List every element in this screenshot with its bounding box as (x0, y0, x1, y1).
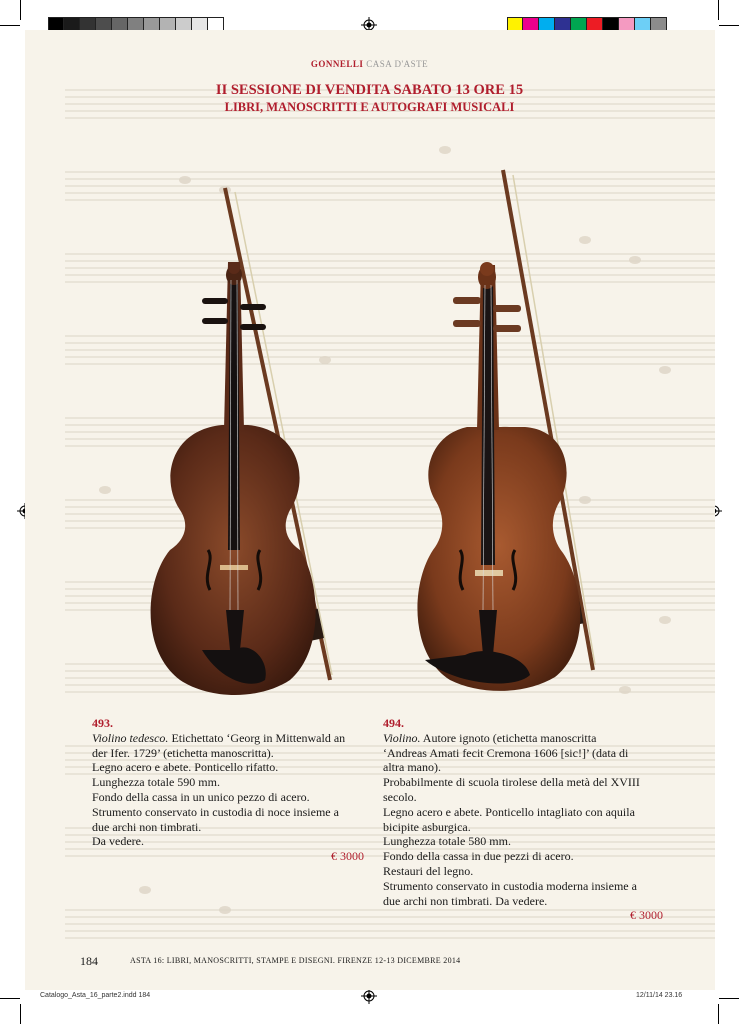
lot-text: altra mano). (383, 760, 441, 775)
lot-number: 493. (92, 716, 113, 730)
lot-text: secolo. (383, 789, 417, 804)
lot-description-line (383, 731, 663, 746)
lot-493 (92, 716, 364, 864)
lot-text: Legno acero e abete. Ponticello intagliato con aquila (383, 804, 635, 819)
lot-description-line (92, 790, 364, 805)
violin-image-493 (140, 180, 340, 700)
session-subtitle: LIBRI, MANOSCRITTI E AUTOGRAFI MUSICALI (224, 100, 515, 114)
lot-description-line (92, 746, 364, 761)
lot-description-line (92, 820, 364, 835)
lot-text: due archi non timbrati. (92, 819, 202, 834)
crop-mark (0, 998, 20, 999)
session-title: II SESSIONE DI VENDITA SABATO 13 ORE 15 (215, 82, 524, 98)
brand-suffix: CASA D'ASTE (366, 59, 429, 69)
lot-text: ‘Andreas Amati fecit Cremona 1606 [sic!]’ (data di (383, 745, 629, 760)
brand-name: GONNELLI (310, 59, 364, 69)
lot-text: due archi non timbrati. Da vedere. (383, 893, 548, 908)
lot-text: der Ifer. 1729’ (etichetta manoscritta). (92, 745, 274, 760)
lot-description-line (383, 849, 663, 864)
crop-mark (719, 25, 739, 26)
lot-description-line (383, 864, 663, 879)
lot-text: Autore ignoto (etichetta manoscritta (420, 730, 597, 745)
lot-description-line (383, 775, 663, 790)
lot-title: Violino. (383, 730, 421, 745)
running-title: ASTA 16: LIBRI, MANOSCRITTI, STAMPE E DISEGNI. FIRENZE 12-13 DICEMBRE 2014 (130, 956, 461, 965)
lot-description-line (383, 760, 663, 775)
lot-price: € 3000 (630, 908, 663, 923)
lot-description-line (92, 731, 364, 746)
lot-description-line (383, 746, 663, 761)
lot-description-line (92, 775, 364, 790)
lot-text: Etichettato ‘Georg in Mittenwald an (168, 730, 346, 745)
lot-description-line (383, 820, 663, 835)
crop-mark (20, 0, 21, 20)
lot-price: € 3000 (331, 849, 364, 864)
crop-mark (718, 0, 719, 20)
lot-description-line (383, 834, 663, 849)
lot-text: Da vedere. (92, 834, 144, 849)
crop-mark (20, 1004, 21, 1024)
slug-date: 12/11/14 23.16 (636, 992, 683, 999)
registration-mark-icon (361, 988, 377, 1004)
lot-text: Restauri del legno. (383, 863, 474, 878)
lot-title: Violino tedesco. (92, 730, 169, 745)
lot-text: Fondo della cassa in due pezzi di acero. (383, 849, 574, 864)
lot-text: Strumento conservato in custodia di noce insieme a (92, 804, 339, 819)
lot-494 (383, 716, 663, 923)
lot-text: Strumento conservato in custodia moderna insieme a (383, 878, 637, 893)
lot-description-line (383, 805, 663, 820)
lot-text: Fondo della cassa in un unico pezzo di acero. (92, 789, 310, 804)
lot-text: bicipite asburgica. (383, 819, 471, 834)
crop-mark (719, 998, 739, 999)
lot-text: Probabilmente di scuola tirolese della metà del XVIII (383, 775, 640, 790)
lot-description-line (383, 879, 663, 894)
lot-description-line (383, 894, 663, 909)
lot-text: Lunghezza totale 590 mm. (92, 775, 220, 790)
lot-description-line (383, 790, 663, 805)
catalogue-brand (0, 59, 739, 69)
crop-mark (0, 25, 20, 26)
lot-description-line (92, 760, 364, 775)
lot-text: Lunghezza totale 580 mm. (383, 834, 511, 849)
page-number: 184 (80, 954, 98, 968)
slug-file: Catalogo_Asta_16_parte2.indd 184 (40, 992, 151, 999)
lot-text: Legno acero e abete. Ponticello rifatto. (92, 760, 279, 775)
crop-mark (718, 1004, 719, 1024)
violin-image-494 (405, 165, 605, 705)
lot-number: 494. (383, 716, 404, 730)
lot-description-line (92, 805, 364, 820)
lot-description-line (92, 834, 364, 849)
